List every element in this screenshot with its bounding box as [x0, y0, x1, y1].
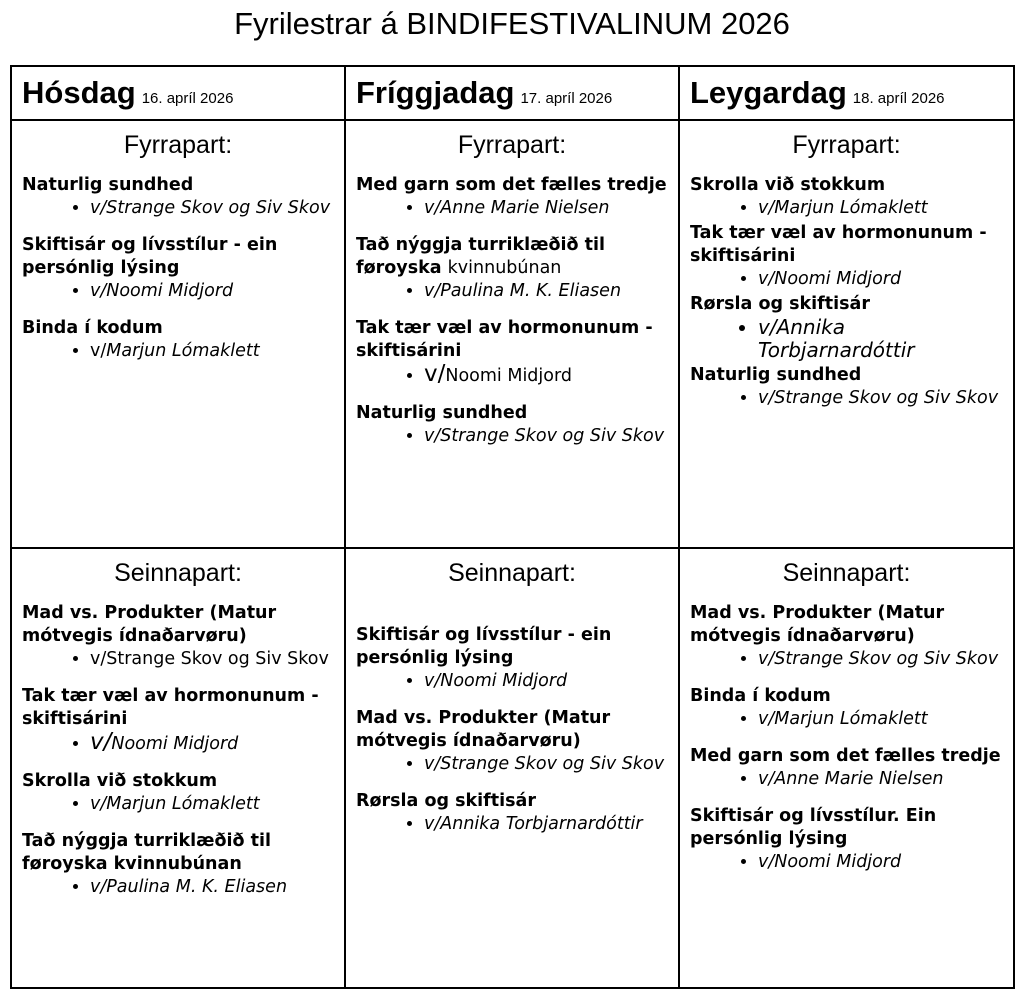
talk-item: [22, 770, 334, 816]
talk-list: [690, 174, 1003, 410]
speaker: • v/Strange Skov og Siv Skov: [758, 387, 1003, 410]
talk-title: Rørsla og skiftisár: [356, 791, 536, 811]
slot-label: Fyrrapart:: [123, 131, 233, 159]
speaker-list: [690, 268, 1003, 291]
talk-title: Tak tær væl av hormonunum - skiftisárini: [690, 223, 987, 266]
speaker: • v/Marjun Lómaklett: [758, 708, 1003, 731]
saturday-afternoon-cell: [679, 548, 1014, 988]
day-name: Leygardag: [690, 75, 847, 110]
speaker: • v/Paulina M. K. Eliasen: [424, 280, 668, 303]
speaker-list: [356, 753, 668, 776]
speaker-prefix: v/: [90, 729, 112, 755]
speaker: • v/Noomi Midjord: [758, 268, 1003, 291]
slot-label: Seinnapart:: [782, 559, 911, 587]
talk-item: [22, 830, 334, 899]
talk-item: [22, 602, 334, 671]
speaker-list: [690, 768, 1003, 791]
talk-item: [356, 402, 668, 448]
talk-item: [690, 602, 1003, 671]
slot-label: Seinnapart:: [448, 559, 576, 587]
speaker-list: [22, 648, 334, 671]
speaker: • v/Annika Torbjarnardóttir: [758, 316, 1003, 362]
speaker-prefix: v/: [424, 361, 446, 387]
speaker-list: [22, 280, 334, 303]
day-header-saturday: [679, 66, 1014, 120]
slot-label: Seinnapart:: [114, 559, 242, 587]
speaker: • v/Annika Torbjarnardóttir: [424, 813, 668, 836]
talk-title: Naturlig sundhed: [356, 403, 528, 423]
talk-item: [356, 707, 668, 776]
day-name: Hósdag: [22, 75, 136, 110]
speaker-name: Marjun Lómaklett: [106, 341, 260, 361]
talk-list: [356, 624, 668, 836]
slot-label: Fyrrapart:: [457, 131, 567, 159]
talk-title: Tak tær væl av hormonunum - skiftisárini: [356, 318, 653, 361]
speaker: • v/Marjun Lómaklett: [90, 793, 334, 816]
talk-title: Binda í kodum: [22, 318, 163, 338]
speaker-list: [690, 197, 1003, 220]
speaker: • v/Strange Skov og Siv Skov: [90, 197, 334, 220]
speaker-list: [356, 280, 668, 303]
thursday-morning-cell: [11, 120, 345, 548]
talk-list: [22, 602, 334, 899]
talk-item: [690, 174, 1003, 220]
speaker: • v/Anne Marie Nielsen: [424, 197, 668, 220]
talk-item: [356, 624, 668, 693]
speaker: [424, 363, 668, 388]
talk-list: [22, 174, 334, 363]
talk-list: [356, 174, 668, 448]
talk-item: [690, 805, 1003, 874]
speaker: [90, 731, 334, 756]
talk-title: Skrolla við stokkum: [22, 771, 218, 791]
speaker-list: [356, 425, 668, 448]
talk-title: Skiftisár og lívsstílur - ein persónlig lýsing: [22, 235, 278, 278]
morning-row: [11, 120, 1014, 548]
day-name: Fríggjadag: [356, 75, 515, 110]
talk-title: Binda í kodum: [690, 686, 831, 706]
talk-item: [22, 685, 334, 756]
friday-morning-cell: [345, 120, 679, 548]
speaker-name: Noomi Midjord: [111, 734, 239, 754]
day-date: 16. apríl 2026: [141, 90, 234, 107]
speaker-prefix: v/: [90, 341, 107, 361]
afternoon-row: [11, 548, 1014, 988]
speaker: • v/Strange Skov og Siv Skov: [424, 425, 668, 448]
speaker-list: [690, 316, 1003, 362]
talk-title: Naturlig sundhed: [690, 365, 862, 385]
saturday-morning-cell: [679, 120, 1014, 548]
speaker: • v/Noomi Midjord: [758, 851, 1003, 874]
schedule-table: [10, 65, 1015, 989]
talk-item: [690, 364, 1003, 410]
talk-title: Mad vs. Produkter (Matur mótvegis ídnaðarvøru): [356, 708, 611, 751]
talk-title: Tað nýggja turriklæðið til føroyska kvinnubúnan: [22, 831, 271, 874]
talk-item: [22, 317, 334, 363]
speaker-list: [22, 197, 334, 220]
talk-item: [356, 790, 668, 836]
speaker: • v/Strange Skov og Siv Skov: [90, 648, 334, 671]
talk-title: Mad vs. Produkter (Matur mótvegis ídnaðarvøru): [22, 603, 277, 646]
talk-title-rest: kvinnubúnan: [447, 258, 562, 278]
friday-afternoon-cell: [345, 548, 679, 988]
talk-item: [356, 174, 668, 220]
speaker: • v/Anne Marie Nielsen: [758, 768, 1003, 791]
talk-item: [690, 685, 1003, 731]
speaker-list: [22, 876, 334, 899]
talk-title: [356, 234, 668, 280]
talk-title: Mad vs. Produkter (Matur mótvegis ídnaðarvøru): [690, 603, 945, 646]
speaker: • v/Marjun Lómaklett: [758, 197, 1003, 220]
talk-title: Med garn som det fælles tredje: [356, 175, 667, 195]
day-date: 18. apríl 2026: [852, 90, 945, 107]
speaker-list: [356, 813, 668, 836]
speaker: • v/Paulina M. K. Eliasen: [90, 876, 334, 899]
speaker-list: [22, 731, 334, 756]
speaker-list: [356, 670, 668, 693]
talk-item: [356, 234, 668, 303]
talk-item: [356, 317, 668, 388]
talk-title: Tak tær væl av hormonunum - skiftisárini: [22, 686, 319, 729]
speaker: • v/Noomi Midjord: [90, 280, 334, 303]
page-title: Fyrilestrar á BINDIFESTIVALINUM 2026: [234, 6, 790, 41]
day-header-friday: [345, 66, 679, 120]
speaker-list: [22, 340, 334, 363]
talk-item: [690, 222, 1003, 291]
speaker-list: [22, 793, 334, 816]
speaker-list: [690, 648, 1003, 671]
talk-item: [22, 234, 334, 303]
talk-title: Med garn som det fælles tredje: [690, 746, 1001, 766]
speaker: [90, 340, 334, 363]
speaker-list: [356, 363, 668, 388]
talk-item: [690, 293, 1003, 362]
talk-item: [690, 745, 1003, 791]
speaker-list: [690, 708, 1003, 731]
talk-title: Skiftisár og lívsstílur - ein persónlig lýsing: [356, 625, 612, 668]
talk-title: Naturlig sundhed: [22, 175, 194, 195]
thursday-afternoon-cell: [11, 548, 345, 988]
talk-title: Skrolla við stokkum: [690, 175, 886, 195]
day-header-row: [11, 66, 1014, 120]
slot-label: Fyrrapart:: [792, 131, 901, 159]
speaker-name: Noomi Midjord: [445, 366, 572, 386]
speaker-list: [356, 197, 668, 220]
speaker: • v/Strange Skov og Siv Skov: [758, 648, 1003, 671]
day-date: 17. apríl 2026: [520, 90, 613, 107]
talk-title: Rørsla og skiftisár: [690, 294, 870, 314]
speaker: • v/Strange Skov og Siv Skov: [424, 753, 668, 776]
talk-title: Skiftisár og lívsstílur. Ein persónlig lýsing: [690, 806, 937, 849]
talk-item: [22, 174, 334, 220]
talk-title-bold: Tað nýggja turriklæðið til føroyska: [356, 235, 605, 278]
day-header-thursday: [11, 66, 345, 120]
speaker-list: [690, 851, 1003, 874]
talk-list: [690, 602, 1003, 874]
speaker: • v/Noomi Midjord: [424, 670, 668, 693]
speaker-list: [690, 387, 1003, 410]
